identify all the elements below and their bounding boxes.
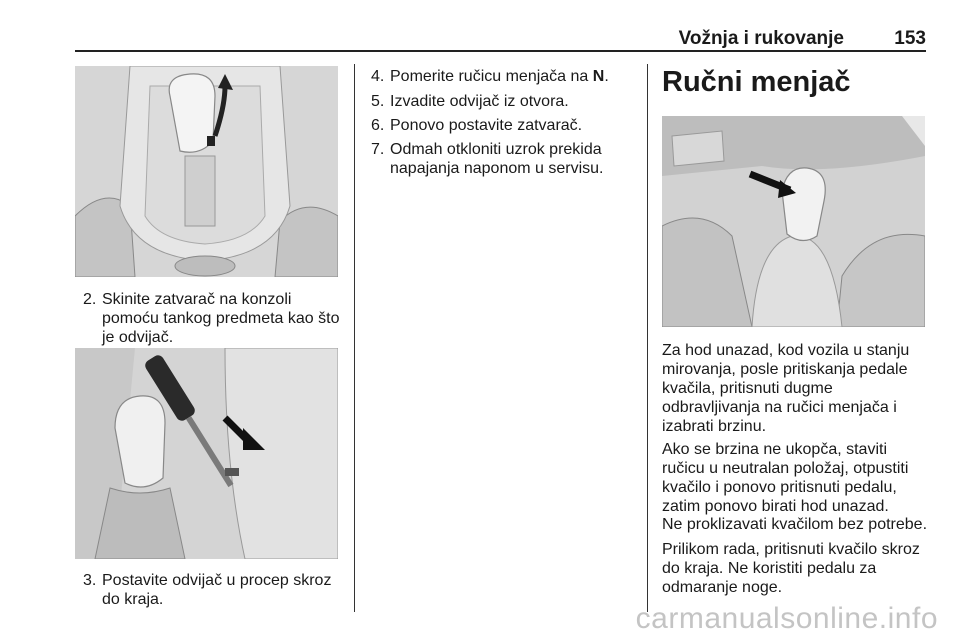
step-2 <box>83 290 348 350</box>
step-text <box>102 290 339 347</box>
step-line: do kraja. <box>102 591 164 608</box>
step-6 <box>371 116 641 136</box>
paragraph-line: Za hod unazad, kod vozila u stanju <box>662 342 910 359</box>
step-text <box>102 571 331 609</box>
gear-position-n: N <box>592 68 605 85</box>
step-punctuation: . <box>604 68 609 85</box>
paragraph-line: mirovanja, posle pritiskanja pedale <box>662 361 908 378</box>
section-title: Ručni menjač <box>662 66 851 98</box>
manual-gearbox-illustration <box>662 116 925 327</box>
step-text: Ponovo postavite zatvarač. <box>390 117 583 134</box>
paragraph-clutch-slip <box>662 515 947 534</box>
paragraph-clutch-press <box>662 540 932 597</box>
header-rule <box>75 50 926 52</box>
step-7 <box>371 140 641 180</box>
step-text: Izvadite odvijač iz otvora. <box>390 93 569 110</box>
step-line: Odmah otkloniti uzrok prekida <box>390 141 602 158</box>
watermark: carmanualsonline.info <box>635 602 938 635</box>
paragraph-line: Ne proklizavati kvačilom bez potrebe. <box>662 516 928 533</box>
step-text <box>390 140 603 178</box>
step-line: pomoću tankog predmeta kao što <box>102 310 340 327</box>
page-number: 153 <box>894 28 926 49</box>
paragraph-line: odmaranje noge. <box>662 579 783 596</box>
column-divider-right <box>647 64 648 612</box>
step-line: napajanja naponom u servisu. <box>390 160 604 177</box>
gear-lever-illustration <box>75 66 338 277</box>
step-3 <box>83 571 348 611</box>
paragraph-reverse-gear <box>662 341 932 436</box>
paragraph-line: odbravljivanja na ručici menjača i <box>662 399 897 416</box>
chapter-title: Vožnja i rukovanje <box>678 28 844 49</box>
paragraph-line: do kraja. Ne koristiti pedalu za <box>662 560 877 577</box>
paragraph-line: izabrati brzinu. <box>662 418 767 435</box>
step-text <box>390 67 609 86</box>
step-line: je odvijač. <box>102 329 174 346</box>
paragraph-line: ručicu u neutralan položaj, otpustiti <box>662 460 909 477</box>
step-line: Pomerite ručicu menjača na <box>390 68 593 85</box>
step-line: Postavite odvijač u procep skroz <box>102 572 332 589</box>
paragraph-line: kvačila, pritisnuti dugme <box>662 380 833 397</box>
step-number: 2. <box>83 291 97 308</box>
paragraph-line: zatim ponovo birati hod unazad. <box>662 498 889 515</box>
paragraph-line: Ako se brzina ne ukopča, staviti <box>662 441 888 458</box>
step-5 <box>371 92 641 112</box>
running-header <box>75 28 926 48</box>
paragraph-line: kvačilo i ponovo pritisnuti pedalu, <box>662 479 897 496</box>
paragraph-gear-not-engaged <box>662 440 932 516</box>
step-number: 7. <box>371 141 385 158</box>
step-number: 4. <box>371 68 385 85</box>
column-divider-left <box>354 64 355 612</box>
step-4 <box>371 67 641 87</box>
paragraph-line: Prilikom rada, pritisnuti kvačilo skroz <box>662 541 920 558</box>
screwdriver-illustration <box>75 348 338 559</box>
step-number: 6. <box>371 117 385 134</box>
step-number: 5. <box>371 93 385 110</box>
step-line: Skinite zatvarač na konzoli <box>102 291 292 308</box>
step-number: 3. <box>83 572 97 589</box>
